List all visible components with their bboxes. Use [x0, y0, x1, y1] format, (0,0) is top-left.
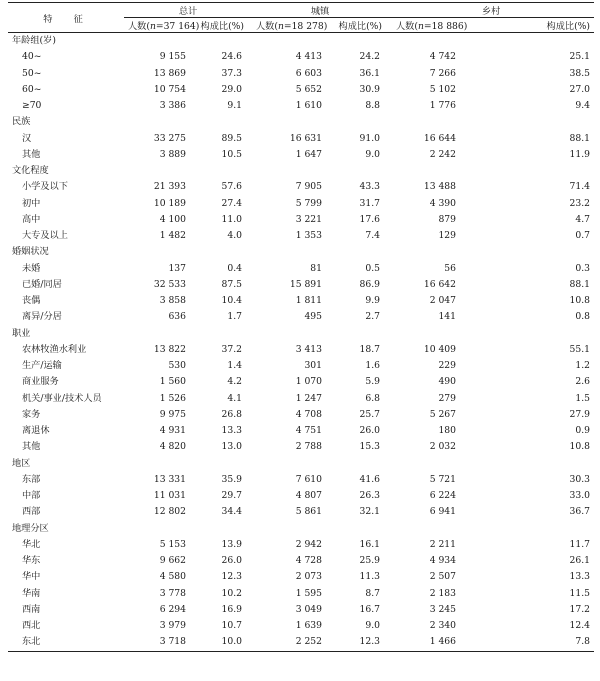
- count-cell: 4 708: [295, 408, 322, 420]
- percent-cell: 29.0: [221, 83, 242, 95]
- count-cell: 5 721: [429, 473, 456, 485]
- percent-cell: 13.3: [221, 425, 242, 436]
- section-title: 年龄组(岁): [12, 35, 56, 46]
- count-cell: 1 610: [295, 100, 322, 111]
- percent-cell: 9.0: [365, 620, 380, 631]
- table-row: [8, 196, 594, 212]
- table-row: [8, 66, 594, 82]
- table-row: [8, 537, 594, 553]
- count-cell: 530: [168, 360, 186, 371]
- percent-cell: 16.7: [359, 603, 380, 615]
- percent-cell: 1.6: [365, 360, 380, 371]
- pct-header-urban: 构成比(%): [326, 18, 388, 33]
- count-cell: 16 642: [423, 278, 456, 290]
- row-label: 离异/分居: [22, 311, 62, 323]
- table-row: [8, 618, 594, 634]
- percent-cell: 26.3: [359, 490, 380, 501]
- percent-cell: 27.4: [221, 197, 242, 209]
- percent-cell: 30.3: [569, 473, 590, 485]
- count-cell: 137: [168, 262, 186, 274]
- count-cell: 33 275: [153, 132, 186, 144]
- count-cell: 10 409: [423, 343, 456, 355]
- count-cell: 3 858: [159, 295, 186, 306]
- count-cell: 2 047: [429, 295, 456, 306]
- count-cell: 4 728: [295, 555, 322, 566]
- count-cell: 7 905: [295, 181, 322, 193]
- row-label: 其他: [22, 148, 41, 160]
- table-row: [8, 586, 594, 602]
- percent-cell: 57.6: [221, 181, 242, 193]
- count-cell: 1 070: [295, 376, 322, 388]
- percent-cell: 7.8: [458, 634, 594, 651]
- count-cell: 2 942: [295, 538, 322, 550]
- count-cell: 7 266: [429, 67, 456, 79]
- row-label: 初中: [22, 197, 41, 209]
- count-cell: 5 652: [295, 83, 322, 95]
- section-row: [8, 244, 594, 260]
- row-label: 商业服务: [22, 376, 59, 388]
- table-row: [8, 358, 594, 374]
- count-cell: 490: [438, 376, 456, 388]
- count-cell: 10 754: [153, 83, 186, 95]
- count-header-rural: 人数(n=18 886): [388, 18, 458, 33]
- count-cell: 6 224: [429, 490, 456, 501]
- percent-cell: 26.0: [221, 555, 242, 566]
- table-row: [8, 293, 594, 309]
- count-cell: 180: [438, 425, 456, 436]
- percent-cell: 33.0: [569, 490, 590, 501]
- percent-cell: 55.1: [569, 343, 590, 355]
- count-cell: 56: [444, 262, 456, 274]
- count-cell: 2 252: [252, 634, 326, 651]
- count-cell: 5 267: [429, 408, 456, 420]
- row-label: 西北: [22, 620, 41, 631]
- percent-cell: 1.5: [575, 392, 590, 404]
- percent-cell: 31.7: [359, 197, 380, 209]
- percent-cell: 8.8: [365, 100, 380, 111]
- count-cell: 1 482: [159, 230, 186, 241]
- section-title: 民族: [12, 116, 31, 128]
- count-cell: 4 390: [429, 197, 456, 209]
- percent-cell: 71.4: [569, 181, 590, 193]
- count-header-total: 人数(n=37 164): [124, 18, 188, 33]
- feature-header: 特 征: [8, 3, 124, 33]
- count-cell: 279: [438, 392, 456, 404]
- count-cell: 3 718: [124, 634, 188, 651]
- row-label: 东部: [22, 473, 41, 485]
- count-cell: 4 934: [429, 555, 456, 566]
- row-label: 丧偶: [22, 295, 41, 306]
- percent-cell: 26.8: [221, 408, 242, 420]
- percent-cell: 41.6: [359, 473, 380, 485]
- row-label: 农林牧渔水利业: [22, 343, 87, 355]
- count-header-urban: 人数(n=18 278): [252, 18, 326, 33]
- percent-cell: 91.0: [359, 132, 380, 144]
- count-cell: 636: [168, 311, 186, 323]
- table-row: [8, 634, 594, 651]
- count-cell: 6 941: [429, 506, 456, 518]
- count-cell: 2 211: [429, 538, 456, 550]
- count-cell: 4 742: [429, 51, 456, 63]
- table-row: [8, 82, 594, 98]
- count-cell: 2 073: [295, 571, 322, 583]
- count-cell: 3 413: [295, 343, 322, 355]
- count-cell: 13 488: [423, 181, 456, 193]
- table-row: [8, 147, 594, 163]
- section-title: 文化程度: [12, 165, 49, 176]
- percent-cell: 7.4: [365, 230, 380, 241]
- section-title: 地理分区: [12, 522, 49, 534]
- table-row: [8, 569, 594, 585]
- percent-cell: 26.0: [359, 425, 380, 436]
- count-cell: 3 778: [159, 587, 186, 599]
- percent-cell: 13.3: [569, 571, 590, 583]
- count-cell: 4 931: [159, 425, 186, 436]
- percent-cell: 12.4: [569, 620, 590, 631]
- row-label: 家务: [22, 408, 41, 420]
- table-row: [8, 423, 594, 439]
- count-cell: 3 386: [159, 100, 186, 111]
- percent-cell: 0.8: [575, 311, 590, 323]
- row-label: 华中: [22, 571, 41, 583]
- percent-cell: 12.3: [221, 571, 242, 583]
- table-row: [8, 374, 594, 390]
- count-cell: 129: [438, 230, 456, 241]
- percent-cell: 27.9: [569, 408, 590, 420]
- count-cell: 229: [438, 360, 456, 371]
- count-cell: 4 807: [295, 490, 322, 501]
- row-label: 大专及以上: [22, 230, 68, 241]
- percent-cell: 10.4: [221, 295, 242, 306]
- table-row: [8, 179, 594, 195]
- table-row: [8, 407, 594, 423]
- count-cell: 13 869: [153, 67, 186, 79]
- percent-cell: 4.2: [227, 376, 242, 388]
- percent-cell: 27.0: [569, 83, 590, 95]
- count-cell: 495: [304, 311, 322, 323]
- count-cell: 9 155: [159, 51, 186, 63]
- count-cell: 5 153: [159, 538, 186, 550]
- percent-cell: 0.4: [227, 262, 242, 274]
- percent-cell: 1.2: [575, 360, 590, 371]
- percent-cell: 8.7: [365, 587, 380, 599]
- percent-cell: 24.2: [359, 51, 380, 63]
- percent-cell: 16.1: [359, 538, 380, 550]
- table-row: [8, 309, 594, 325]
- count-cell: 10 189: [153, 197, 186, 209]
- count-cell: 5 102: [429, 83, 456, 95]
- percent-cell: 9.1: [227, 100, 242, 111]
- table-row: [8, 49, 594, 65]
- percent-cell: 11.5: [569, 587, 590, 599]
- percent-cell: 87.5: [221, 278, 242, 290]
- section-row: [8, 521, 594, 537]
- table-row: [8, 261, 594, 277]
- percent-cell: 12.3: [326, 634, 388, 651]
- count-cell: 1 526: [159, 392, 186, 404]
- percent-cell: 17.2: [569, 603, 590, 615]
- percent-cell: 11.3: [359, 571, 380, 583]
- percent-cell: 37.3: [221, 67, 242, 79]
- count-cell: 4 820: [159, 441, 186, 453]
- count-cell: 1 466: [388, 634, 458, 651]
- percent-cell: 36.7: [569, 506, 590, 518]
- row-label: 华北: [22, 538, 41, 550]
- percent-cell: 0.3: [575, 262, 590, 274]
- percent-cell: 0.7: [575, 230, 590, 241]
- count-cell: 32 533: [153, 278, 186, 290]
- row-label: 西南: [22, 603, 41, 615]
- percent-cell: 11.0: [221, 213, 242, 225]
- count-cell: 3 221: [295, 213, 322, 225]
- percent-cell: 88.1: [569, 278, 590, 290]
- group-header-urban: 城镇: [252, 3, 388, 18]
- count-cell: 2 340: [429, 620, 456, 631]
- table-row: [8, 228, 594, 244]
- count-cell: 13 822: [153, 343, 186, 355]
- table-row: [8, 131, 594, 147]
- percent-cell: 11.7: [569, 538, 590, 550]
- percent-cell: 9.0: [365, 148, 380, 160]
- row-label: 华东: [22, 555, 41, 566]
- table-row: [8, 98, 594, 114]
- percent-cell: 10.8: [569, 441, 590, 453]
- row-label: 西部: [22, 506, 41, 518]
- percent-cell: 34.4: [221, 506, 242, 518]
- percent-cell: 37.2: [221, 343, 242, 355]
- row-label: 60~: [22, 83, 42, 95]
- count-cell: 16 631: [289, 132, 322, 144]
- count-cell: 2 183: [429, 587, 456, 599]
- count-cell: 2 032: [429, 441, 456, 453]
- section-row: [8, 33, 594, 50]
- count-cell: 4 751: [295, 425, 322, 436]
- count-cell: 11 031: [153, 490, 186, 501]
- group-header-total: 总计: [124, 3, 252, 18]
- row-label: 离退休: [22, 425, 50, 436]
- pct-header-rural: 构成比(%): [458, 18, 594, 33]
- count-cell: 4 100: [159, 213, 186, 225]
- row-label: 50~: [22, 67, 42, 79]
- section-title: 职业: [12, 327, 31, 339]
- demographics-table: [8, 2, 594, 652]
- row-label: 其他: [22, 441, 41, 453]
- percent-cell: 4.0: [227, 230, 242, 241]
- percent-cell: 2.6: [575, 376, 590, 388]
- count-cell: 3 245: [429, 603, 456, 615]
- count-cell: 21 393: [153, 181, 186, 193]
- percent-cell: 88.1: [569, 132, 590, 144]
- table-row: [8, 342, 594, 358]
- count-cell: 1 776: [429, 100, 456, 111]
- count-cell: 9 662: [159, 555, 186, 566]
- percent-cell: 29.7: [221, 490, 242, 501]
- percent-cell: 4.7: [575, 213, 590, 225]
- percent-cell: 35.9: [221, 473, 242, 485]
- percent-cell: 1.4: [227, 360, 242, 371]
- row-label: 40~: [22, 51, 42, 63]
- row-label: ≥70: [22, 100, 42, 111]
- percent-cell: 11.9: [569, 148, 590, 160]
- count-cell: 301: [304, 360, 322, 371]
- count-cell: 2 242: [429, 148, 456, 160]
- count-cell: 3 049: [295, 603, 322, 615]
- count-cell: 3 889: [159, 148, 186, 160]
- table-body: [8, 33, 594, 652]
- count-cell: 81: [310, 262, 322, 274]
- percent-cell: 0.9: [575, 425, 590, 436]
- count-cell: 141: [438, 311, 456, 323]
- count-cell: 15 891: [289, 278, 322, 290]
- count-cell: 9 975: [159, 408, 186, 420]
- table-row: [8, 602, 594, 618]
- group-header-rural: 乡村: [388, 3, 594, 18]
- row-label: 生产/运输: [22, 360, 62, 371]
- row-label: 小学及以下: [22, 181, 68, 193]
- percent-cell: 10.5: [221, 148, 242, 160]
- row-label: 东北: [8, 634, 124, 651]
- percent-cell: 10.0: [188, 634, 252, 651]
- pct-header-total: 构成比(%): [188, 18, 252, 33]
- percent-cell: 9.4: [575, 100, 590, 111]
- count-cell: 6 603: [295, 67, 322, 79]
- count-cell: 4 580: [159, 571, 186, 583]
- count-cell: 1 595: [295, 587, 322, 599]
- table-row: [8, 212, 594, 228]
- section-row: [8, 114, 594, 130]
- percent-cell: 5.9: [365, 376, 380, 388]
- table-row: [8, 277, 594, 293]
- percent-cell: 17.6: [359, 213, 380, 225]
- table-row: [8, 439, 594, 455]
- table-row: [8, 553, 594, 569]
- section-row: [8, 163, 594, 179]
- count-cell: 1 811: [295, 295, 322, 306]
- count-cell: 7 610: [295, 473, 322, 485]
- percent-cell: 23.2: [569, 197, 590, 209]
- row-label: 高中: [22, 213, 41, 225]
- count-cell: 1 639: [295, 620, 322, 631]
- percent-cell: 15.3: [359, 441, 380, 453]
- count-cell: 6 294: [159, 603, 186, 615]
- count-cell: 1 247: [295, 392, 322, 404]
- percent-cell: 1.7: [227, 311, 242, 323]
- table-row: [8, 472, 594, 488]
- percent-cell: 2.7: [365, 311, 380, 323]
- percent-cell: 25.7: [359, 408, 380, 420]
- count-cell: 1 560: [159, 376, 186, 388]
- row-label: 汉: [22, 132, 32, 144]
- percent-cell: 25.9: [359, 555, 380, 566]
- count-cell: 13 331: [153, 473, 186, 485]
- percent-cell: 9.9: [365, 295, 380, 306]
- count-cell: 1 353: [295, 230, 322, 241]
- table-row: [8, 488, 594, 504]
- table-row: [8, 504, 594, 520]
- count-cell: 1 647: [295, 148, 322, 160]
- percent-cell: 10.2: [221, 587, 242, 599]
- percent-cell: 4.1: [227, 392, 242, 404]
- row-label: 华南: [22, 587, 41, 599]
- row-label: 已婚/同居: [22, 278, 62, 290]
- percent-cell: 32.1: [359, 506, 380, 518]
- row-label: 未婚: [22, 262, 41, 274]
- section-row: [8, 456, 594, 472]
- section-title: 地区: [12, 457, 31, 469]
- count-cell: 2 788: [295, 441, 322, 453]
- count-cell: 5 799: [295, 197, 322, 209]
- count-cell: 3 979: [159, 620, 186, 631]
- percent-cell: 38.5: [569, 67, 590, 79]
- percent-cell: 25.1: [569, 51, 590, 63]
- percent-cell: 24.6: [221, 51, 242, 63]
- percent-cell: 26.1: [569, 555, 590, 566]
- row-label: 中部: [22, 490, 41, 501]
- percent-cell: 36.1: [359, 67, 380, 79]
- percent-cell: 13.9: [221, 538, 242, 550]
- percent-cell: 30.9: [359, 83, 380, 95]
- count-cell: 16 644: [423, 132, 456, 144]
- percent-cell: 16.9: [221, 603, 242, 615]
- table-header: [8, 3, 594, 33]
- percent-cell: 10.8: [569, 295, 590, 306]
- percent-cell: 6.8: [365, 392, 380, 404]
- section-row: [8, 326, 594, 342]
- percent-cell: 89.5: [221, 132, 242, 144]
- percent-cell: 43.3: [359, 181, 380, 193]
- count-cell: 12 802: [153, 506, 186, 518]
- count-cell: 4 413: [295, 51, 322, 63]
- percent-cell: 10.7: [221, 620, 242, 631]
- count-cell: 879: [438, 213, 456, 225]
- percent-cell: 86.9: [359, 278, 380, 290]
- percent-cell: 18.7: [359, 343, 380, 355]
- count-cell: 5 861: [295, 506, 322, 518]
- percent-cell: 0.5: [365, 262, 380, 274]
- count-cell: 2 507: [429, 571, 456, 583]
- section-title: 婚姻状况: [12, 246, 49, 258]
- row-label: 机关/事业/技术人员: [22, 392, 102, 404]
- table-row: [8, 391, 594, 407]
- percent-cell: 13.0: [221, 441, 242, 453]
